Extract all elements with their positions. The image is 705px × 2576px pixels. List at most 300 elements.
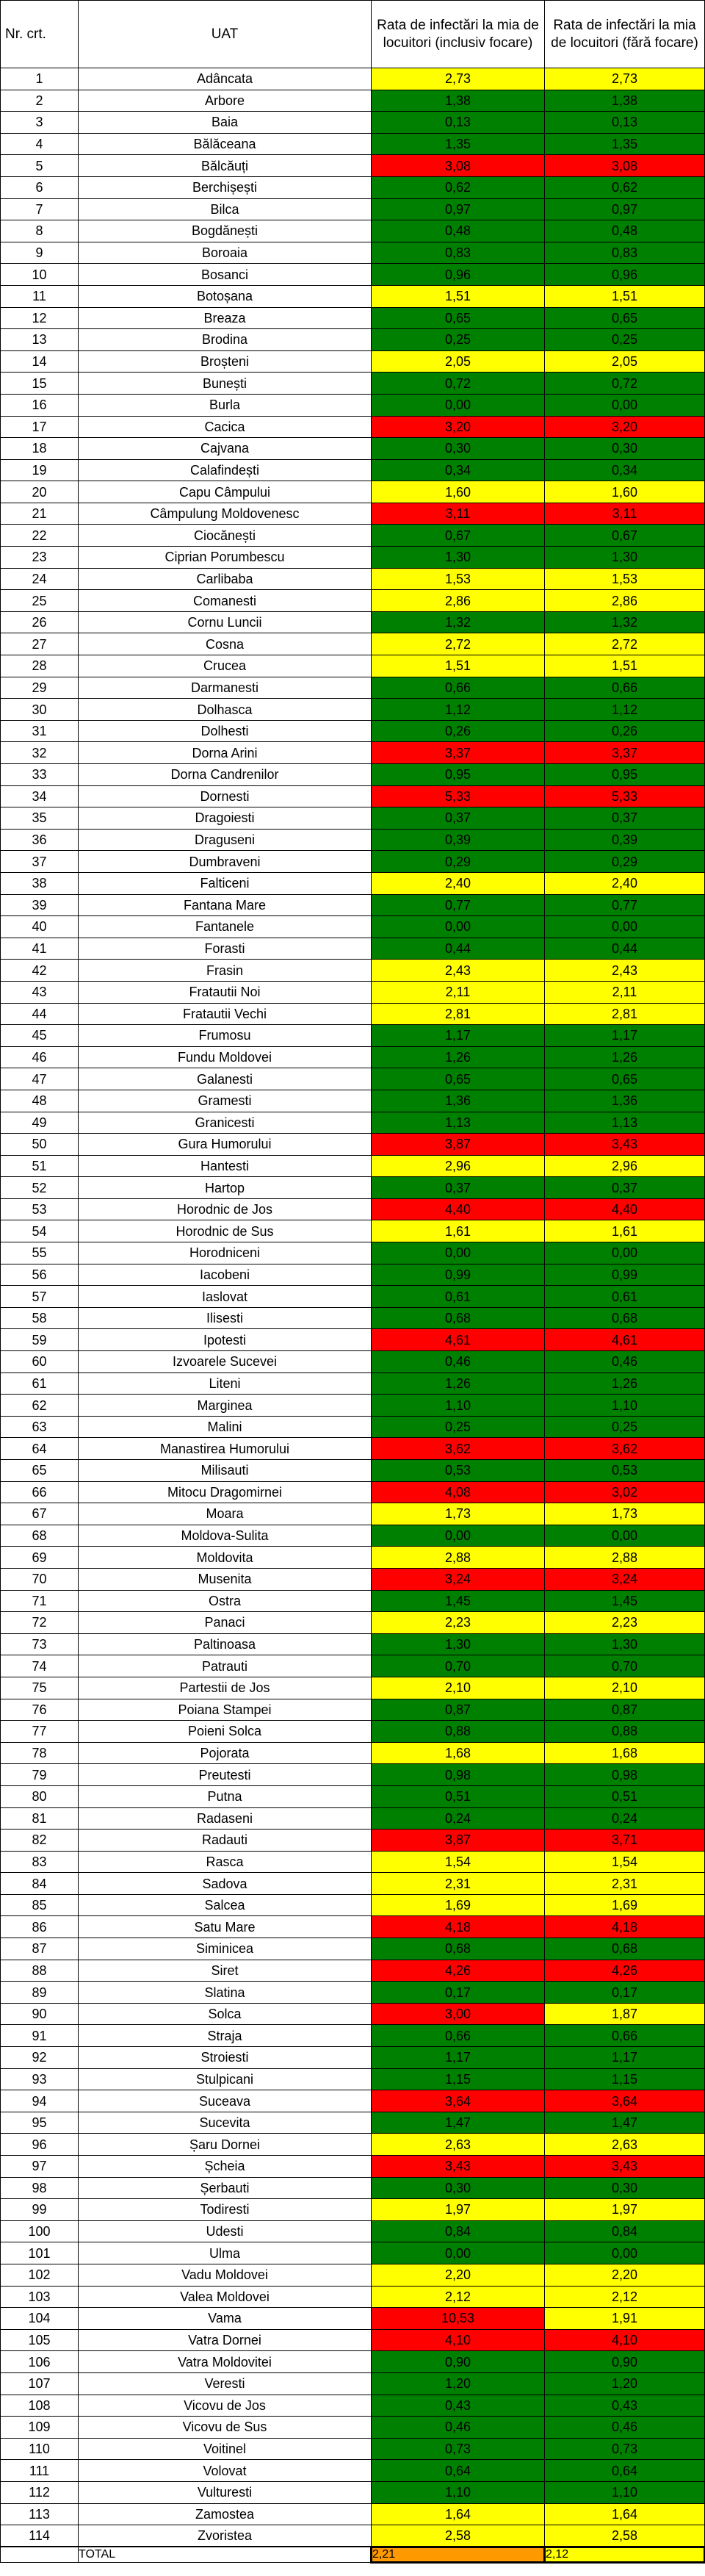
row-rate-incl: 2,11 [372,981,545,1003]
row-nr: 24 [1,568,79,590]
row-rate-incl: 0,26 [372,720,545,742]
row-nr: 73 [1,1633,79,1655]
row-rate-excl: 0,97 [545,198,705,220]
table-row [1,1264,705,1286]
row-uat: Fantana Mare [79,894,372,916]
row-uat: Liteni [79,1372,372,1395]
row-nr: 80 [1,1785,79,1807]
row-rate-incl: 0,30 [372,438,545,460]
table-row [1,503,705,525]
row-rate-incl: 5,33 [372,785,545,807]
row-rate-incl: 3,64 [372,2090,545,2112]
table-row [1,938,705,960]
row-uat: Siret [79,1960,372,1982]
row-rate-excl: 0,30 [545,2177,705,2199]
row-rate-incl: 0,00 [372,1525,545,1547]
row-nr: 111 [1,2460,79,2482]
row-uat: Boroaia [79,242,372,264]
row-rate-excl: 0,43 [545,2395,705,2417]
row-nr: 113 [1,2503,79,2525]
table-row [1,1025,705,1047]
row-nr: 55 [1,1242,79,1264]
table-row [1,438,705,460]
row-uat: Voitinel [79,2438,372,2460]
row-uat: Izvoarele Sucevei [79,1351,372,1373]
row-rate-excl: 1,64 [545,2503,705,2525]
row-uat: Vulturesti [79,2481,372,2503]
row-nr: 10 [1,264,79,286]
row-rate-incl: 0,66 [372,677,545,699]
row-nr: 20 [1,481,79,503]
row-uat: Ciprian Porumbescu [79,547,372,569]
row-rate-excl: 0,66 [545,2025,705,2047]
row-rate-excl: 0,83 [545,242,705,264]
row-rate-excl: 1,30 [545,547,705,569]
row-rate-incl: 2,31 [372,1873,545,1895]
row-rate-excl: 0,00 [545,1242,705,1264]
row-uat: Granicesti [79,1112,372,1134]
row-uat: Paltinoasa [79,1633,372,1655]
table-row [1,264,705,286]
row-rate-excl: 1,10 [545,1395,705,1417]
header-uat: UAT [79,1,372,68]
table-row [1,1916,705,1938]
row-rate-incl: 1,17 [372,1025,545,1047]
table-row [1,2156,705,2178]
row-rate-excl: 5,33 [545,785,705,807]
row-uat: Dornesti [79,785,372,807]
table-row [1,1982,705,2004]
row-rate-incl: 3,87 [372,1830,545,1852]
row-uat: Stulpicani [79,2068,372,2090]
row-rate-excl: 1,38 [545,90,705,112]
row-rate-excl: 0,98 [545,1764,705,1786]
table-row [1,2395,705,2417]
row-rate-incl: 2,43 [372,960,545,982]
table-row [1,1068,705,1090]
row-rate-excl: 0,37 [545,1177,705,1199]
row-rate-incl: 3,00 [372,2003,545,2025]
row-rate-excl: 0,68 [545,1307,705,1329]
row-uat: Ciocănești [79,525,372,547]
row-rate-excl: 3,37 [545,742,705,764]
table-footer [1,2547,705,2562]
row-nr: 90 [1,2003,79,2025]
row-uat: Frasin [79,960,372,982]
row-nr: 3 [1,112,79,134]
row-rate-excl: 0,62 [545,176,705,198]
row-nr: 2 [1,90,79,112]
table-row [1,2351,705,2373]
row-rate-excl: 0,00 [545,916,705,938]
row-rate-excl: 4,40 [545,1198,705,1220]
row-nr: 53 [1,1198,79,1220]
row-rate-excl: 0,66 [545,677,705,699]
row-nr: 74 [1,1655,79,1677]
table-row [1,872,705,894]
row-rate-excl: 1,51 [545,285,705,307]
table-row [1,133,705,155]
table-row [1,633,705,655]
row-nr: 81 [1,1807,79,1830]
table-row [1,155,705,177]
row-nr: 19 [1,459,79,481]
row-rate-excl: 1,61 [545,1220,705,1242]
table-row [1,1177,705,1199]
row-uat: Volovat [79,2460,372,2482]
row-uat: Poiana Stampei [79,1699,372,1721]
row-rate-excl: 4,10 [545,2329,705,2351]
row-nr: 79 [1,1764,79,1786]
row-rate-excl: 4,61 [545,1329,705,1351]
row-rate-excl: 0,26 [545,720,705,742]
row-rate-incl: 10,53 [372,2308,545,2330]
row-rate-excl: 1,35 [545,133,705,155]
row-rate-incl: 0,84 [372,2220,545,2242]
table-row [1,2134,705,2156]
row-rate-incl: 0,99 [372,1264,545,1286]
row-uat: Dorna Candrenilor [79,764,372,786]
row-uat: Bilca [79,198,372,220]
table-row [1,2264,705,2286]
table-row [1,2220,705,2242]
row-rate-incl: 1,45 [372,1590,545,1612]
row-rate-excl: 2,43 [545,960,705,982]
row-rate-incl: 2,58 [372,2525,545,2547]
row-rate-excl: 1,60 [545,481,705,503]
row-rate-incl: 0,25 [372,1416,545,1438]
table-row [1,1460,705,1482]
row-uat: Putna [79,1785,372,1807]
row-rate-incl: 2,40 [372,872,545,894]
row-uat: Dolhesti [79,720,372,742]
row-rate-incl: 1,53 [372,568,545,590]
table-row [1,525,705,547]
row-uat: Moldova-Sulita [79,1525,372,1547]
row-rate-excl: 0,88 [545,1721,705,1743]
header-rate-excl: Rata de infectări la mia de locuitori (fără focare) [545,1,705,68]
row-nr: 33 [1,764,79,786]
row-nr: 30 [1,699,79,721]
row-rate-excl: 1,36 [545,1090,705,1112]
row-uat: Bosanci [79,264,372,286]
row-rate-incl: 0,29 [372,851,545,873]
table-row [1,1851,705,1873]
row-uat: Radauti [79,1830,372,1852]
row-rate-incl: 0,90 [372,2351,545,2373]
table-row [1,1372,705,1395]
row-rate-incl: 2,88 [372,1547,545,1569]
table-row [1,655,705,677]
row-nr: 92 [1,2047,79,2069]
row-uat: Partestii de Jos [79,1677,372,1699]
row-rate-excl: 0,73 [545,2438,705,2460]
row-uat: Panaci [79,1612,372,1634]
row-uat: Câmpulung Moldovenesc [79,503,372,525]
table-row [1,90,705,112]
row-uat: Veresti [79,2372,372,2395]
table-row [1,416,705,438]
row-uat: Vatra Dornei [79,2329,372,2351]
row-uat: Forasti [79,938,372,960]
row-nr: 67 [1,1503,79,1525]
row-uat: Adâncata [79,68,372,90]
row-rate-incl: 0,70 [372,1655,545,1677]
table-row [1,350,705,373]
row-rate-incl: 1,73 [372,1503,545,1525]
row-nr: 22 [1,525,79,547]
row-nr: 61 [1,1372,79,1395]
row-rate-incl: 0,77 [372,894,545,916]
row-rate-excl: 2,12 [545,2286,705,2308]
row-uat: Malini [79,1416,372,1438]
row-rate-incl: 0,83 [372,242,545,264]
row-nr: 6 [1,176,79,198]
row-nr: 85 [1,1894,79,1916]
row-rate-incl: 1,26 [372,1372,545,1395]
row-rate-excl: 2,20 [545,2264,705,2286]
row-nr: 51 [1,1155,79,1177]
table-row [1,1721,705,1743]
table-row [1,1286,705,1308]
row-nr: 96 [1,2134,79,2156]
row-rate-excl: 1,54 [545,1851,705,1873]
table-row [1,960,705,982]
row-rate-incl: 4,10 [372,2329,545,2351]
table-row [1,785,705,807]
row-nr: 36 [1,829,79,851]
row-nr: 11 [1,285,79,307]
row-rate-incl: 3,62 [372,1438,545,1460]
row-uat: Sadova [79,1873,372,1895]
row-rate-excl: 1,17 [545,1025,705,1047]
row-rate-excl: 0,77 [545,894,705,916]
row-rate-incl: 1,32 [372,611,545,633]
row-rate-incl: 0,64 [372,2460,545,2482]
table-row [1,373,705,395]
row-uat: Straja [79,2025,372,2047]
row-rate-incl: 0,62 [372,176,545,198]
row-uat: Hantesti [79,1155,372,1177]
row-uat: Bălăceana [79,133,372,155]
table-row [1,394,705,416]
row-nr: 77 [1,1721,79,1743]
table-row [1,242,705,264]
row-uat: Ilisesti [79,1307,372,1329]
table-row [1,2438,705,2460]
row-rate-excl: 0,90 [545,2351,705,2373]
row-rate-excl: 0,65 [545,307,705,329]
row-uat: Frumosu [79,1025,372,1047]
table-row [1,2047,705,2069]
table-row [1,2090,705,2112]
row-rate-excl: 2,96 [545,1155,705,1177]
row-rate-incl: 0,68 [372,1938,545,1960]
table-row [1,220,705,242]
row-rate-incl: 1,15 [372,2068,545,2090]
total-rate-excl: 2,12 [545,2547,705,2562]
row-rate-incl: 1,61 [372,1220,545,1242]
row-uat: Valea Moldovei [79,2286,372,2308]
row-rate-incl: 0,00 [372,2242,545,2264]
row-uat: Vadu Moldovei [79,2264,372,2286]
table-row [1,1242,705,1264]
row-uat: Poieni Solca [79,1721,372,1743]
row-rate-incl: 0,48 [372,220,545,242]
row-nr: 13 [1,329,79,351]
table-row [1,1785,705,1807]
row-nr: 54 [1,1220,79,1242]
row-rate-excl: 3,71 [545,1830,705,1852]
row-uat: Galanesti [79,1068,372,1090]
row-uat: Gramesti [79,1090,372,1112]
row-rate-incl: 3,24 [372,1568,545,1590]
row-rate-incl: 0,25 [372,329,545,351]
row-rate-excl: 0,00 [545,394,705,416]
row-rate-incl: 2,05 [372,350,545,373]
row-rate-excl: 2,73 [545,68,705,90]
row-rate-incl: 0,68 [372,1307,545,1329]
row-nr: 45 [1,1025,79,1047]
table-row [1,2112,705,2134]
row-nr: 72 [1,1612,79,1634]
row-rate-excl: 3,02 [545,1481,705,1503]
row-rate-excl: 0,68 [545,1938,705,1960]
row-nr: 84 [1,1873,79,1895]
row-rate-incl: 3,11 [372,503,545,525]
row-rate-incl: 2,63 [372,2134,545,2156]
row-rate-excl: 1,91 [545,2308,705,2330]
row-nr: 98 [1,2177,79,2199]
row-uat: Sucevita [79,2112,372,2134]
table-row [1,329,705,351]
row-rate-excl: 1,87 [545,2003,705,2025]
row-uat: Carlibaba [79,568,372,590]
total-label: TOTAL [79,2547,372,2562]
row-rate-excl: 1,30 [545,1633,705,1655]
row-uat: Fratautii Noi [79,981,372,1003]
table-row [1,1416,705,1438]
row-nr: 70 [1,1568,79,1590]
row-nr: 46 [1,1046,79,1068]
row-rate-excl: 1,68 [545,1742,705,1764]
row-nr: 107 [1,2372,79,2395]
row-rate-incl: 4,08 [372,1481,545,1503]
row-rate-excl: 2,81 [545,1003,705,1025]
row-nr: 97 [1,2156,79,2178]
row-rate-excl: 1,97 [545,2199,705,2221]
row-rate-incl: 1,35 [372,133,545,155]
row-nr: 94 [1,2090,79,2112]
row-uat: Cajvana [79,438,372,460]
row-rate-incl: 0,96 [372,264,545,286]
row-nr: 104 [1,2308,79,2330]
row-rate-excl: 1,32 [545,611,705,633]
table-row [1,547,705,569]
table-row [1,742,705,764]
row-uat: Satu Mare [79,1916,372,1938]
row-uat: Vatra Moldovitei [79,2351,372,2373]
row-nr: 58 [1,1307,79,1329]
row-uat: Stroiesti [79,2047,372,2069]
table-row [1,1003,705,1025]
table-row [1,894,705,916]
row-rate-incl: 0,00 [372,916,545,938]
row-nr: 101 [1,2242,79,2264]
row-rate-incl: 0,97 [372,198,545,220]
row-rate-incl: 0,46 [372,2417,545,2439]
row-nr: 16 [1,394,79,416]
row-uat: Dumbraveni [79,851,372,873]
row-uat: Moldovita [79,1547,372,1569]
row-rate-incl: 2,23 [372,1612,545,1634]
row-uat: Preutesti [79,1764,372,1786]
row-rate-incl: 0,00 [372,394,545,416]
row-nr: 64 [1,1438,79,1460]
row-uat: Calafindești [79,459,372,481]
row-uat: Fantanele [79,916,372,938]
row-rate-incl: 3,37 [372,742,545,764]
row-uat: Șerbauti [79,2177,372,2199]
row-uat: Comanesti [79,590,372,612]
row-uat: Pojorata [79,1742,372,1764]
row-nr: 23 [1,547,79,569]
row-nr: 48 [1,1090,79,1112]
table-row [1,2372,705,2395]
table-row [1,1633,705,1655]
row-nr: 60 [1,1351,79,1373]
table-row [1,2481,705,2503]
row-nr: 114 [1,2525,79,2547]
row-rate-excl: 2,05 [545,350,705,373]
row-nr: 37 [1,851,79,873]
table-row [1,1894,705,1916]
row-nr: 83 [1,1851,79,1873]
row-uat: Șcheia [79,2156,372,2178]
row-rate-excl: 0,25 [545,329,705,351]
table-row [1,1503,705,1525]
row-nr: 100 [1,2220,79,2242]
row-nr: 14 [1,350,79,373]
row-rate-incl: 1,60 [372,481,545,503]
row-rate-excl: 0,29 [545,851,705,873]
table-row [1,459,705,481]
row-rate-incl: 2,12 [372,2286,545,2308]
row-rate-incl: 3,20 [372,416,545,438]
row-uat: Ostra [79,1590,372,1612]
row-nr: 66 [1,1481,79,1503]
row-rate-incl: 0,73 [372,2438,545,2460]
row-rate-excl: 1,17 [545,2047,705,2069]
row-rate-incl: 3,08 [372,155,545,177]
table-row [1,2025,705,2047]
table-row [1,981,705,1003]
row-rate-incl: 1,12 [372,699,545,721]
row-rate-incl: 0,65 [372,1068,545,1090]
table-row [1,198,705,220]
table-row [1,677,705,699]
row-rate-excl: 0,34 [545,459,705,481]
row-rate-excl: 3,11 [545,503,705,525]
row-rate-excl: 0,13 [545,112,705,134]
row-uat: Draguseni [79,829,372,851]
row-nr: 82 [1,1830,79,1852]
row-rate-excl: 1,12 [545,699,705,721]
row-rate-incl: 0,95 [372,764,545,786]
row-nr: 65 [1,1460,79,1482]
table-row [1,2460,705,2482]
row-rate-excl: 1,73 [545,1503,705,1525]
